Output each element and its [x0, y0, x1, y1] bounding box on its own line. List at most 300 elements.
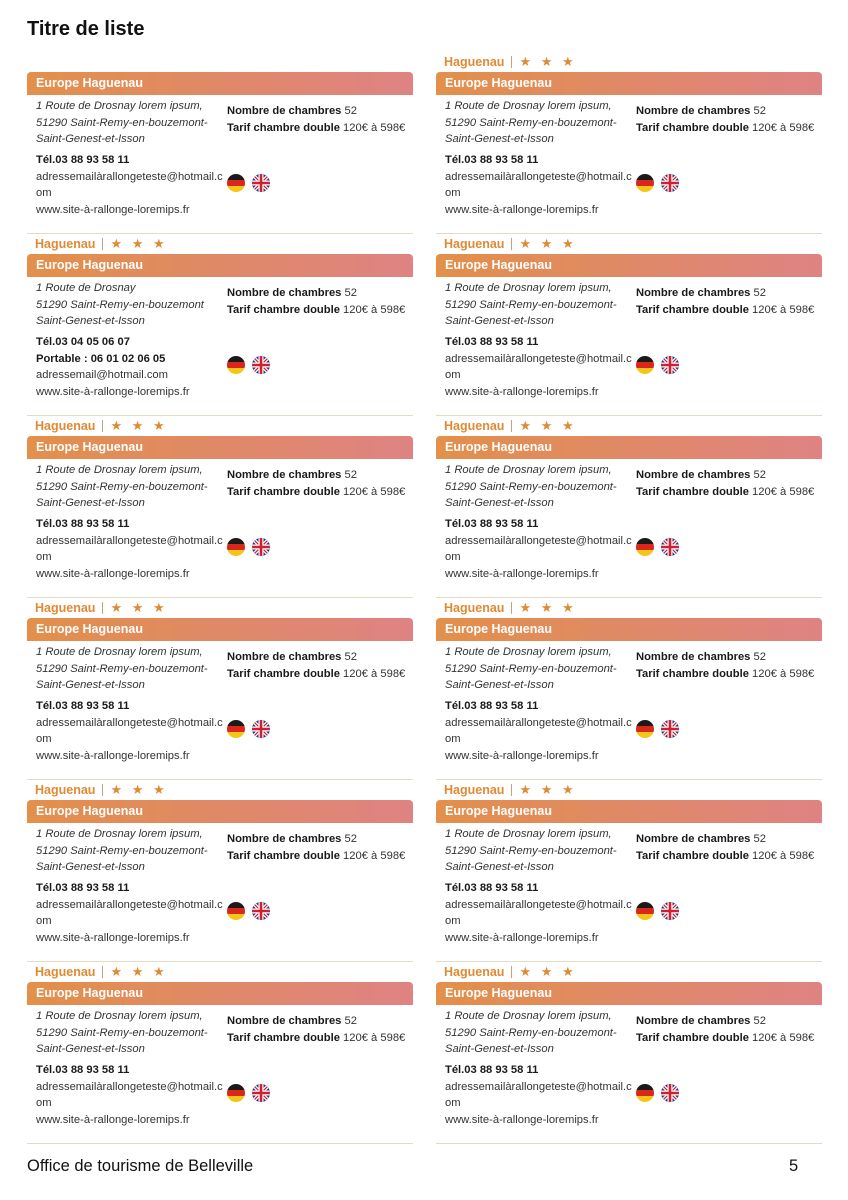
- germany-flag-icon: [636, 174, 654, 192]
- entry-body: [436, 641, 822, 780]
- uk-flag-icon: [252, 538, 270, 556]
- address-block: [445, 1008, 635, 1058]
- address-block: [445, 644, 635, 694]
- contact-block: [445, 880, 635, 946]
- germany-flag-icon: [227, 538, 245, 556]
- city-label: Haguenau: [444, 601, 505, 615]
- listing-entry: [436, 416, 822, 598]
- rooms-label: Nombre de chambres: [636, 469, 751, 481]
- website-link[interactable]: www.site-à-rallonge-loremips.fr: [445, 385, 599, 398]
- rate-value: 120€ à 598€: [343, 485, 406, 498]
- hotel-name-header: Europe Haguenau: [27, 982, 413, 1005]
- rooms-row: [227, 103, 405, 120]
- address-line: 1 Route de Drosnay lorem ipsum,: [36, 464, 203, 476]
- germany-flag-icon: [227, 174, 245, 192]
- email-link[interactable]: adressemailàrallongeteste@hotmail.com: [36, 716, 223, 745]
- rating-stars-icon: ★ ★ ★: [519, 54, 577, 69]
- address-line: 51290 Saint-Remy-en-bouzemont-: [445, 116, 617, 129]
- germany-flag-icon: [636, 720, 654, 738]
- contact-block: [445, 152, 635, 218]
- room-info: [227, 285, 405, 318]
- email-link[interactable]: adressemailàrallongeteste@hotmail.com: [36, 170, 223, 199]
- rooms-row: [636, 831, 814, 848]
- entry-body: [27, 277, 413, 416]
- rooms-label: Nombre de chambres: [636, 651, 751, 663]
- rate-label: Tarif chambre double: [636, 121, 749, 134]
- rate-row: [227, 302, 405, 319]
- rate-label: Tarif chambre double: [227, 121, 340, 134]
- hotel-name-header: Europe Haguenau: [27, 254, 413, 277]
- address-line: Saint-Genest-et-Isson: [36, 1043, 145, 1055]
- rating-stars-icon: ★ ★ ★: [519, 782, 577, 797]
- rating-stars-icon: ★ ★ ★: [110, 782, 168, 797]
- city-label: Haguenau: [444, 783, 505, 797]
- language-flags: [227, 902, 270, 920]
- footer-title: Office de tourisme de Belleville: [27, 1157, 254, 1175]
- hotel-name-header: Europe Haguenau: [436, 618, 822, 641]
- rate-row: [636, 1030, 814, 1047]
- separator: [102, 420, 103, 432]
- uk-flag-icon: [661, 538, 679, 556]
- separator: [511, 420, 512, 432]
- address-line: 1 Route de Drosnay lorem ipsum,: [445, 828, 612, 840]
- listing-column-right: [436, 52, 822, 1144]
- contact-block: [36, 880, 226, 946]
- contact-block: [36, 516, 226, 582]
- address-line: Saint-Genest-et-Isson: [36, 861, 145, 873]
- entry-body: [436, 277, 822, 416]
- address-line: Saint-Genest-et-Isson: [36, 133, 145, 145]
- listing-entry: [436, 598, 822, 780]
- rooms-value: 52: [344, 469, 357, 481]
- rooms-row: [227, 1013, 405, 1030]
- rooms-row: [227, 467, 405, 484]
- rate-value: 120€ à 598€: [343, 121, 406, 134]
- contact-block: [445, 516, 635, 582]
- address-line: Saint-Genest-et-Isson: [445, 1043, 554, 1055]
- address-line: 51290 Saint-Remy-en-bouzemont-: [36, 662, 208, 675]
- contact-block: [36, 334, 226, 400]
- email-link[interactable]: adressemailàrallongeteste@hotmail.com: [445, 352, 632, 381]
- entry-meta: [27, 780, 413, 800]
- entry-meta: [436, 416, 822, 436]
- phone-number: Tél.03 88 93 58 11: [36, 700, 130, 712]
- rate-label: Tarif chambre double: [636, 849, 749, 862]
- uk-flag-icon: [252, 1084, 270, 1102]
- entry-meta: [27, 234, 413, 254]
- rate-row: [636, 120, 814, 137]
- website-link[interactable]: www.site-à-rallonge-loremips.fr: [36, 931, 190, 944]
- address-line: 1 Route de Drosnay lorem ipsum,: [36, 100, 203, 112]
- rate-row: [636, 666, 814, 683]
- separator: [102, 784, 103, 796]
- entry-body: [27, 459, 413, 598]
- language-flags: [227, 1084, 270, 1102]
- address-line: 1 Route de Drosnay lorem ipsum,: [445, 1010, 612, 1022]
- address-line: 1 Route de Drosnay lorem ipsum,: [36, 646, 203, 658]
- city-label: Haguenau: [444, 237, 505, 251]
- address-line: Saint-Genest-et-Isson: [445, 861, 554, 873]
- uk-flag-icon: [252, 174, 270, 192]
- language-flags: [636, 902, 679, 920]
- phone-number: Tél.03 88 93 58 11: [36, 518, 130, 530]
- rate-value: 120€ à 598€: [343, 849, 406, 862]
- rate-value: 120€ à 598€: [752, 1031, 815, 1044]
- city-label: Haguenau: [35, 601, 96, 615]
- rating-stars-icon: ★ ★ ★: [519, 964, 577, 979]
- uk-flag-icon: [661, 174, 679, 192]
- address-line: Saint-Genest-et-Isson: [36, 497, 145, 509]
- rate-label: Tarif chambre double: [227, 1031, 340, 1044]
- address-line: Saint-Genest-et-Isson: [445, 679, 554, 691]
- address-line: Saint-Genest-et-Isson: [36, 315, 145, 327]
- hotel-name-header: Europe Haguenau: [436, 800, 822, 823]
- rating-stars-icon: ★ ★ ★: [110, 418, 168, 433]
- listing-entry: [436, 234, 822, 416]
- hotel-name-header: Europe Haguenau: [436, 254, 822, 277]
- rate-value: 120€ à 598€: [752, 303, 815, 316]
- room-info: [636, 285, 814, 318]
- address-line: 1 Route de Drosnay lorem ipsum,: [445, 100, 612, 112]
- rate-value: 120€ à 598€: [343, 1031, 406, 1044]
- listing-entry: [27, 962, 413, 1144]
- address-line: 51290 Saint-Remy-en-bouzemont-: [36, 480, 208, 493]
- website-link[interactable]: www.site-à-rallonge-loremips.fr: [445, 931, 599, 944]
- address-line: Saint-Genest-et-Isson: [445, 315, 554, 327]
- entry-meta: [436, 780, 822, 800]
- language-flags: [227, 538, 270, 556]
- room-info: [227, 649, 405, 682]
- address-line: 51290 Saint-Remy-en-bouzemont-: [445, 298, 617, 311]
- address-block: [445, 280, 635, 330]
- city-label: Haguenau: [444, 55, 505, 69]
- rooms-value: 52: [753, 1015, 766, 1027]
- uk-flag-icon: [661, 720, 679, 738]
- separator: [511, 238, 512, 250]
- hotel-name-header: Europe Haguenau: [27, 618, 413, 641]
- website-link[interactable]: www.site-à-rallonge-loremips.fr: [445, 749, 599, 762]
- germany-flag-icon: [227, 902, 245, 920]
- listing-column-left: [27, 52, 413, 1144]
- website-link[interactable]: www.site-à-rallonge-loremips.fr: [36, 203, 190, 216]
- contact-block: [36, 1062, 226, 1128]
- language-flags: [636, 538, 679, 556]
- germany-flag-icon: [636, 902, 654, 920]
- entry-body: [27, 641, 413, 780]
- separator: [511, 56, 512, 68]
- separator: [511, 602, 512, 614]
- rooms-value: 52: [753, 469, 766, 481]
- entry-meta: [436, 962, 822, 982]
- address-line: 51290 Saint-Remy-en-bouzemont-: [445, 1026, 617, 1039]
- rate-row: [636, 484, 814, 501]
- language-flags: [227, 356, 270, 374]
- hotel-name-header: Europe Haguenau: [436, 436, 822, 459]
- address-line: 51290 Saint-Remy-en-bouzemont-: [445, 480, 617, 493]
- entry-body: [27, 823, 413, 962]
- rate-row: [227, 1030, 405, 1047]
- address-block: [36, 826, 226, 876]
- rooms-row: [227, 285, 405, 302]
- germany-flag-icon: [636, 1084, 654, 1102]
- address-line: 1 Route de Drosnay lorem ipsum,: [36, 1010, 203, 1022]
- entry-meta: [436, 234, 822, 254]
- separator: [102, 238, 103, 250]
- entry-body: [436, 459, 822, 598]
- address-block: [36, 462, 226, 512]
- rate-label: Tarif chambre double: [227, 849, 340, 862]
- address-line: 1 Route de Drosnay: [36, 282, 136, 294]
- rate-label: Tarif chambre double: [227, 667, 340, 680]
- phone-number: Tél.03 88 93 58 11: [445, 1064, 539, 1076]
- phone-number: Tél.03 88 93 58 11: [445, 154, 539, 166]
- email-link[interactable]: adressemail@hotmail.com: [36, 369, 168, 381]
- rooms-row: [636, 1013, 814, 1030]
- email-link[interactable]: adressemailàrallongeteste@hotmail.com: [445, 898, 632, 927]
- entry-meta: [27, 962, 413, 982]
- rating-stars-icon: ★ ★ ★: [519, 600, 577, 615]
- entry-body: [27, 95, 413, 234]
- language-flags: [227, 720, 270, 738]
- contact-block: [36, 698, 226, 764]
- listing-entry: [436, 780, 822, 962]
- rooms-value: 52: [344, 1015, 357, 1027]
- website-link[interactable]: www.site-à-rallonge-loremips.fr: [36, 567, 190, 580]
- rate-value: 120€ à 598€: [343, 303, 406, 316]
- listing-entry: [27, 598, 413, 780]
- phone-number: Tél.03 88 93 58 11: [445, 700, 539, 712]
- rooms-value: 52: [344, 651, 357, 663]
- room-info: [636, 649, 814, 682]
- uk-flag-icon: [252, 902, 270, 920]
- phone-number: Tél.03 88 93 58 11: [445, 518, 539, 530]
- rooms-label: Nombre de chambres: [227, 833, 342, 845]
- rate-value: 120€ à 598€: [752, 485, 815, 498]
- website-link[interactable]: www.site-à-rallonge-loremips.fr: [445, 203, 599, 216]
- address-line: 1 Route de Drosnay lorem ipsum,: [445, 646, 612, 658]
- rooms-label: Nombre de chambres: [227, 105, 342, 117]
- hotel-name-header: Europe Haguenau: [436, 982, 822, 1005]
- address-block: [445, 98, 635, 148]
- phone-number: Tél.03 88 93 58 11: [445, 336, 539, 348]
- rooms-value: 52: [753, 651, 766, 663]
- room-info: [227, 831, 405, 864]
- rate-row: [227, 666, 405, 683]
- rooms-row: [227, 831, 405, 848]
- address-block: [36, 1008, 226, 1058]
- rooms-value: 52: [753, 105, 766, 117]
- address-line: 1 Route de Drosnay lorem ipsum,: [445, 464, 612, 476]
- rooms-label: Nombre de chambres: [636, 105, 751, 117]
- website-link[interactable]: www.site-à-rallonge-loremips.fr: [36, 385, 190, 398]
- rooms-label: Nombre de chambres: [636, 287, 751, 299]
- rating-stars-icon: ★ ★ ★: [110, 964, 168, 979]
- rating-stars-icon: ★ ★ ★: [519, 236, 577, 251]
- rooms-label: Nombre de chambres: [636, 833, 751, 845]
- rating-stars-icon: ★ ★ ★: [519, 418, 577, 433]
- rooms-row: [636, 467, 814, 484]
- rooms-row: [227, 649, 405, 666]
- city-label: Haguenau: [444, 419, 505, 433]
- rate-label: Tarif chambre double: [227, 485, 340, 498]
- city-label: Haguenau: [35, 419, 96, 433]
- address-block: [36, 644, 226, 694]
- address-block: [445, 462, 635, 512]
- page-number: 5: [789, 1157, 799, 1175]
- rooms-label: Nombre de chambres: [227, 651, 342, 663]
- listing-entry: [27, 52, 413, 234]
- rate-value: 120€ à 598€: [752, 121, 815, 134]
- rooms-label: Nombre de chambres: [227, 287, 342, 299]
- address-line: Saint-Genest-et-Isson: [445, 133, 554, 145]
- email-link[interactable]: adressemailàrallongeteste@hotmail.com: [445, 716, 632, 745]
- language-flags: [636, 720, 679, 738]
- rate-value: 120€ à 598€: [752, 667, 815, 680]
- uk-flag-icon: [661, 1084, 679, 1102]
- entry-body: [436, 95, 822, 234]
- germany-flag-icon: [636, 356, 654, 374]
- hotel-name-header: Europe Haguenau: [27, 800, 413, 823]
- hotel-name-header: Europe Haguenau: [27, 72, 413, 95]
- email-link[interactable]: adressemailàrallongeteste@hotmail.com: [445, 1080, 632, 1109]
- mobile-number: Portable : 06 01 02 06 05: [36, 352, 166, 365]
- listing-entry: [27, 780, 413, 962]
- separator: [102, 602, 103, 614]
- email-link[interactable]: adressemailàrallongeteste@hotmail.com: [36, 898, 223, 927]
- website-link[interactable]: www.site-à-rallonge-loremips.fr: [36, 749, 190, 762]
- rate-label: Tarif chambre double: [636, 1031, 749, 1044]
- rate-row: [227, 848, 405, 865]
- email-link[interactable]: adressemailàrallongeteste@hotmail.com: [445, 534, 632, 563]
- germany-flag-icon: [227, 720, 245, 738]
- address-line: Saint-Genest-et-Isson: [36, 679, 145, 691]
- entry-meta: [27, 416, 413, 436]
- uk-flag-icon: [661, 902, 679, 920]
- entry-meta: [436, 52, 822, 72]
- room-info: [636, 1013, 814, 1046]
- room-info: [227, 1013, 405, 1046]
- room-info: [227, 467, 405, 500]
- rate-value: 120€ à 598€: [752, 849, 815, 862]
- separator: [511, 784, 512, 796]
- address-block: [445, 826, 635, 876]
- rate-value: 120€ à 598€: [343, 667, 406, 680]
- address-line: Saint-Genest-et-Isson: [445, 497, 554, 509]
- website-link[interactable]: www.site-à-rallonge-loremips.fr: [445, 567, 599, 580]
- email-link[interactable]: adressemailàrallongeteste@hotmail.com: [36, 1080, 223, 1109]
- entry-body: [27, 1005, 413, 1144]
- rooms-value: 52: [344, 287, 357, 299]
- phone-number: Tél.03 88 93 58 11: [36, 1064, 130, 1076]
- website-link[interactable]: www.site-à-rallonge-loremips.fr: [445, 1113, 599, 1126]
- language-flags: [636, 174, 679, 192]
- email-link[interactable]: adressemailàrallongeteste@hotmail.com: [36, 534, 223, 563]
- listing-entry: [436, 962, 822, 1144]
- address-line: 51290 Saint-Remy-en-bouzemont-: [445, 662, 617, 675]
- rooms-value: 52: [344, 105, 357, 117]
- address-block: [36, 98, 226, 148]
- entry-body: [436, 823, 822, 962]
- rating-stars-icon: ★ ★ ★: [110, 600, 168, 615]
- room-info: [636, 831, 814, 864]
- rooms-label: Nombre de chambres: [227, 1015, 342, 1027]
- rooms-label: Nombre de chambres: [636, 1015, 751, 1027]
- rate-label: Tarif chambre double: [636, 667, 749, 680]
- entry-meta: [27, 598, 413, 618]
- rate-label: Tarif chambre double: [636, 303, 749, 316]
- contact-block: [445, 334, 635, 400]
- uk-flag-icon: [252, 356, 270, 374]
- hotel-name-header: Europe Haguenau: [436, 72, 822, 95]
- germany-flag-icon: [227, 356, 245, 374]
- email-link[interactable]: adressemailàrallongeteste@hotmail.com: [445, 170, 632, 199]
- rate-row: [227, 120, 405, 137]
- address-line: 1 Route de Drosnay lorem ipsum,: [36, 828, 203, 840]
- separator: [102, 966, 103, 978]
- germany-flag-icon: [227, 1084, 245, 1102]
- uk-flag-icon: [661, 356, 679, 374]
- rooms-value: 52: [753, 287, 766, 299]
- contact-block: [445, 698, 635, 764]
- rate-row: [636, 302, 814, 319]
- separator: [511, 966, 512, 978]
- city-label: Haguenau: [444, 965, 505, 979]
- listing-entry: [27, 416, 413, 598]
- address-line: 51290 Saint-Remy-en-bouzemont-: [36, 1026, 208, 1039]
- rate-row: [227, 484, 405, 501]
- room-info: [636, 103, 814, 136]
- language-flags: [227, 174, 270, 192]
- language-flags: [636, 1084, 679, 1102]
- website-link[interactable]: www.site-à-rallonge-loremips.fr: [36, 1113, 190, 1126]
- contact-block: [36, 152, 226, 218]
- rooms-label: Nombre de chambres: [227, 469, 342, 481]
- rooms-value: 52: [753, 833, 766, 845]
- entry-meta: [436, 598, 822, 618]
- hotel-name-header: Europe Haguenau: [27, 436, 413, 459]
- room-info: [227, 103, 405, 136]
- city-label: Haguenau: [35, 965, 96, 979]
- listing-entry: [27, 234, 413, 416]
- city-label: Haguenau: [35, 783, 96, 797]
- rooms-row: [636, 649, 814, 666]
- listing-entry: [436, 52, 822, 234]
- germany-flag-icon: [636, 538, 654, 556]
- rooms-value: 52: [344, 833, 357, 845]
- rating-stars-icon: ★ ★ ★: [110, 236, 168, 251]
- phone-number: Tél.03 88 93 58 11: [36, 882, 130, 894]
- rate-row: [636, 848, 814, 865]
- address-line: 51290 Saint-Remy-en-bouzemont: [36, 298, 204, 311]
- phone-number: Tél.03 88 93 58 11: [445, 882, 539, 894]
- address-line: 51290 Saint-Remy-en-bouzemont-: [36, 116, 208, 129]
- phone-number: Tél.03 88 93 58 11: [36, 154, 130, 166]
- rooms-row: [636, 285, 814, 302]
- uk-flag-icon: [252, 720, 270, 738]
- rate-label: Tarif chambre double: [636, 485, 749, 498]
- page-title: Titre de liste: [27, 18, 145, 40]
- entry-body: [436, 1005, 822, 1144]
- room-info: [636, 467, 814, 500]
- address-line: 51290 Saint-Remy-en-bouzemont-: [36, 844, 208, 857]
- city-label: Haguenau: [35, 237, 96, 251]
- rate-label: Tarif chambre double: [227, 303, 340, 316]
- address-block: [36, 280, 226, 330]
- address-line: 1 Route de Drosnay lorem ipsum,: [445, 282, 612, 294]
- contact-block: [445, 1062, 635, 1128]
- rooms-row: [636, 103, 814, 120]
- address-line: 51290 Saint-Remy-en-bouzemont-: [445, 844, 617, 857]
